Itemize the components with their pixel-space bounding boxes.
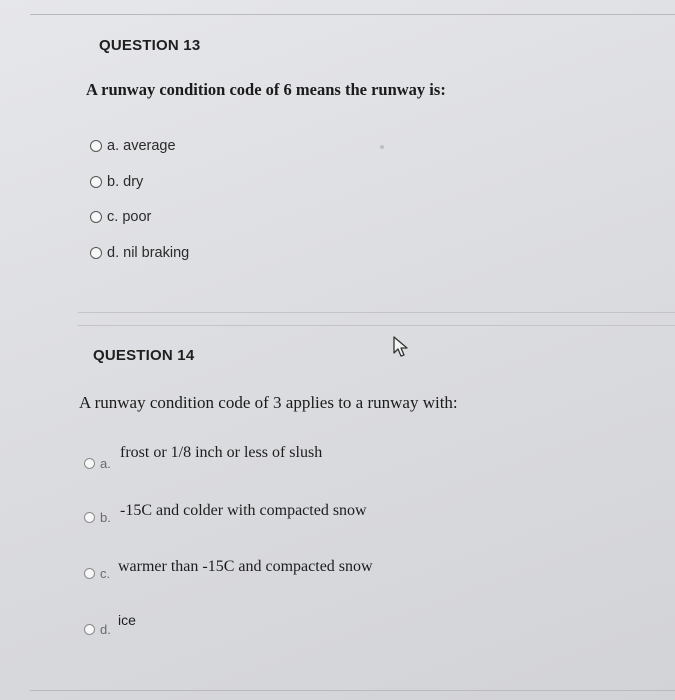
radio-button-icon[interactable] <box>84 458 95 469</box>
radio-button-icon[interactable] <box>90 140 102 152</box>
option-text: poor <box>122 209 152 225</box>
option-text: -15C and colder with compacted snow <box>120 502 367 519</box>
screen-speck <box>380 145 384 149</box>
question-13-prompt: A runway condition code of 6 means the runway is: <box>86 80 446 99</box>
option-letter: b. <box>107 174 120 190</box>
question-13-title: QUESTION 13 <box>99 37 201 54</box>
option-letter: a. <box>100 456 111 471</box>
q13-option-d[interactable] <box>90 245 189 261</box>
option-letter: c. <box>100 566 111 581</box>
option-text: frost or 1/8 inch or less of slush <box>120 444 323 461</box>
option-text: average <box>123 138 176 154</box>
divider-bottom <box>30 690 675 691</box>
q13-option-b[interactable] <box>90 174 143 190</box>
question-14-prompt: A runway condition code of 3 applies to a runway with: <box>79 393 458 412</box>
q13-option-c[interactable] <box>90 209 151 225</box>
option-letter: d. <box>107 245 120 261</box>
radio-button-icon[interactable] <box>84 624 95 635</box>
option-letter: c. <box>107 209 119 225</box>
divider-top <box>30 14 675 15</box>
option-text: nil braking <box>123 245 190 261</box>
mouse-pointer-icon <box>392 336 410 358</box>
divider-middle-2 <box>78 325 675 326</box>
option-letter: a. <box>107 138 120 154</box>
divider-middle <box>78 312 675 313</box>
radio-button-icon[interactable] <box>84 568 95 579</box>
question-14-title: QUESTION 14 <box>93 347 195 364</box>
option-text: warmer than -15C and compacted snow <box>118 558 373 575</box>
radio-button-icon[interactable] <box>90 247 102 259</box>
option-text: ice <box>118 612 136 628</box>
radio-button-icon[interactable] <box>90 176 102 188</box>
radio-button-icon[interactable] <box>90 211 102 223</box>
option-letter: d. <box>100 622 111 637</box>
radio-button-icon[interactable] <box>84 512 95 523</box>
option-text: dry <box>123 174 144 190</box>
q13-option-a[interactable] <box>90 138 176 154</box>
option-letter: b. <box>100 510 111 525</box>
